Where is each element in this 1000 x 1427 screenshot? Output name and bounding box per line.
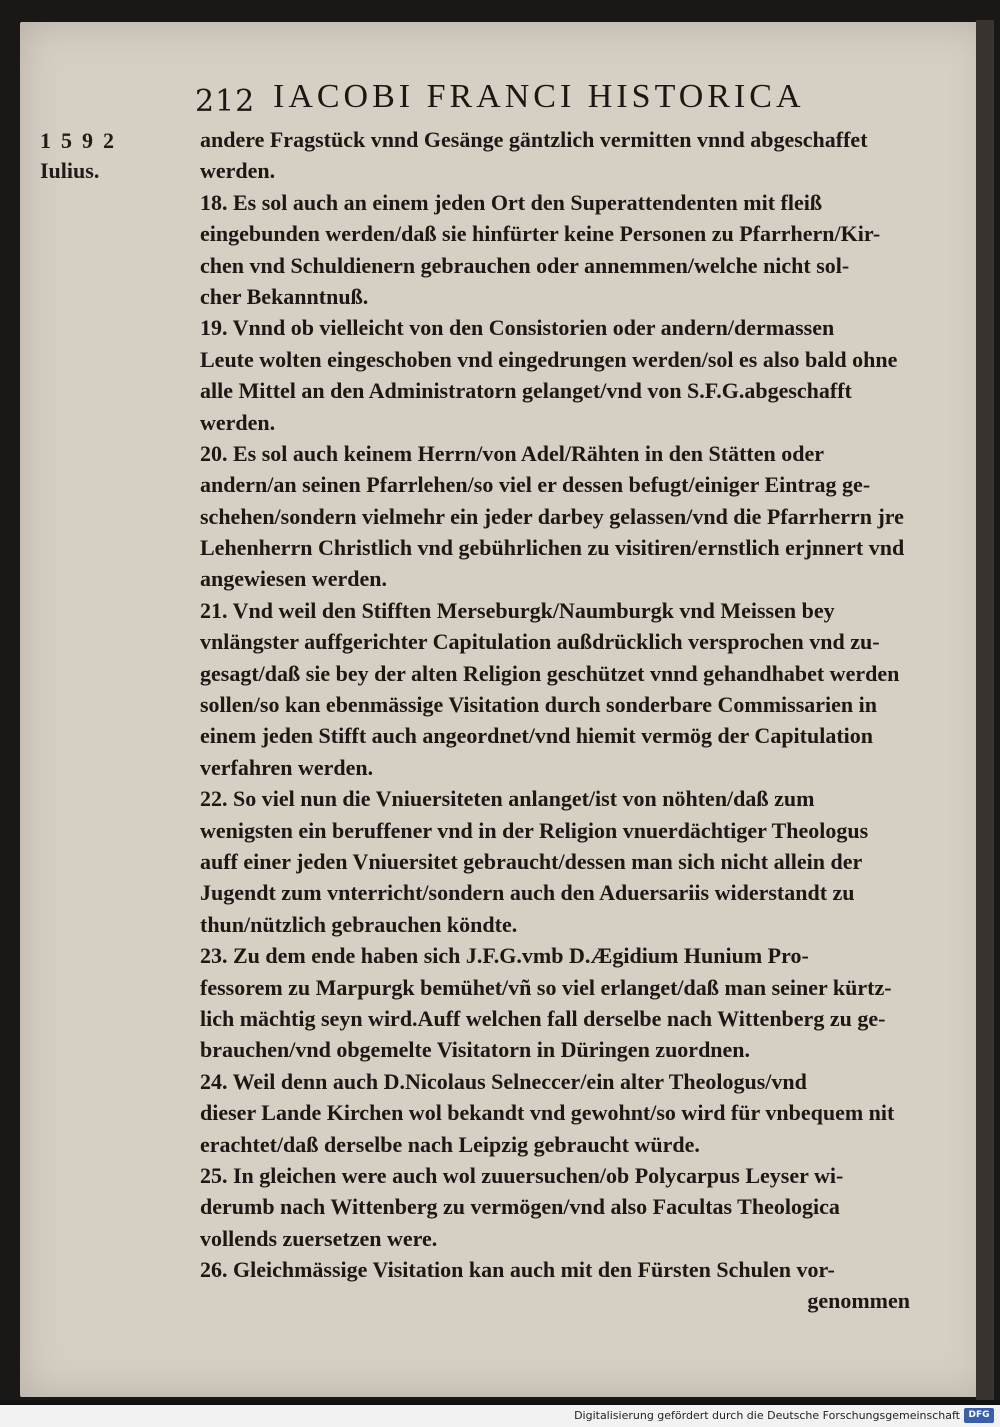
text-line: cher Bekanntnuß.	[200, 283, 369, 309]
text-line: einem jeden Stifft auch angeordnet/vnd hiemit vermög der Capitulation	[200, 723, 874, 749]
text-line: dieser Lande Kirchen wol bekandt vnd gewohnt/so wird für vnbequem nit	[200, 1100, 895, 1126]
text-line: chen vnd Schuldienern gebrauchen oder annemmen/welche nicht sol-	[200, 252, 850, 278]
text-line: 20. Es sol auch keinem Herrn/von Adel/Rähten in den Stätten oder	[200, 440, 824, 466]
text-line: verfahren werden.	[200, 754, 374, 780]
text-line: sollen/so kan ebenmässige Visitation durch sonderbare Commissarien in	[200, 692, 877, 718]
text-line: 24. Weil denn auch D.Nicolaus Selneccer/ein alter Theologus/vnd	[200, 1068, 807, 1094]
text-line: Lehenherrn Christlich vnd gebührlichen zu visitiren/ernstlich erjnnert vnd	[200, 535, 905, 561]
text-line: thun/nützlich gebrauchen köndte.	[200, 911, 518, 937]
margin-note	[40, 126, 170, 186]
text-line: andern/an seinen Pfarrlehen/so viel er dessen befugt/einiger Eintrag ge-	[200, 472, 871, 498]
text-line: werden.	[200, 409, 276, 435]
body-text	[200, 124, 920, 1317]
margin-month: Iulius.	[40, 158, 100, 183]
text-line: erachtet/daß derselbe nach Leipzig gebraucht würde.	[200, 1131, 700, 1157]
text-line: lich mächtig seyn wird.Auff welchen fall derselbe nach Wittenberg zu ge-	[200, 1005, 886, 1031]
text-line: 21. Vnd weil den Stifften Merseburgk/Naumburgk vnd Meissen bey	[200, 597, 835, 623]
text-line: alle Mittel an den Administratorn gelanget/vnd von S.F.G.abgeschafft	[200, 378, 852, 404]
text-line: 22. So viel nun die Vniuersiteten anlanget/ist von nöhten/daß zum	[200, 786, 815, 812]
text-line: Jugendt zum vnterricht/sondern auch den Aduersariis widerstandt zu	[200, 880, 855, 906]
text-line: vollends zuersetzen were.	[200, 1225, 438, 1251]
text-line: 19. Vnnd ob vielleicht von den Consistorien oder andern/dermassen	[200, 315, 835, 341]
text-line: 18. Es sol auch an einem jeden Ort den Superattendenten mit fleiß	[200, 189, 823, 215]
text-line: andere Fragstück vnnd Gesänge gäntzlich vermitten vnnd abgeschaffet	[200, 127, 868, 152]
text-line: auff einer jeden Vniuersitet gebraucht/dessen man sich nicht allein der	[200, 848, 863, 874]
text-line: 26. Gleichmässige Visitation kan auch mit den Fürsten Schulen vor-	[200, 1257, 835, 1283]
footer-credit: Digitalisierung gefördert durch die Deutsche Forschungsgemeinschaft	[574, 1409, 960, 1422]
text-line: gesagt/daß sie bey der alten Religion geschützet vnnd gehandhabet werden	[200, 660, 900, 686]
text-line: derumb nach Wittenberg zu vermögen/vnd also Facultas Theologica	[200, 1194, 840, 1220]
dfg-logo-icon: DFG	[964, 1408, 994, 1423]
text-line: Leute wolten eingeschoben vnd eingedrungen werden/sol es also bald ohne	[200, 346, 898, 372]
margin-year: 1592	[40, 128, 124, 153]
catchword: genommen	[807, 1288, 910, 1314]
text-line: 25. In gleichen were auch wol zuuersuchen/ob Polycarpus Leyser wi-	[200, 1162, 844, 1188]
text-line: angewiesen werden.	[200, 566, 387, 592]
footer-bar	[0, 1405, 1000, 1427]
text-line: eingebunden werden/daß sie hinfürter keine Personen zu Pfarrhern/Kir-	[200, 221, 881, 247]
text-line: wenigsten ein beruffener vnd in der Religion vnuerdächtiger Theologus	[200, 817, 869, 843]
page-title: IACOBI FRANCI HISTORICA	[273, 78, 805, 115]
text-line: fessorem zu Marpurgk bemühet/vñ so viel erlanget/daß man seiner kürtz-	[200, 974, 892, 1000]
text-line: 23. Zu dem ende haben sich J.F.G.vmb D.Ægidium Hunium Pro-	[200, 943, 809, 969]
page-gutter	[976, 20, 994, 1400]
text-line: schehen/sondern vielmehr ein jeder darbey gelassen/vnd die Pfarrherrn jre	[200, 503, 904, 529]
text-line: brauchen/vnd obgemelte Visitatorn in Düringen zuordnen.	[200, 1037, 751, 1063]
text-line: vnlängster auffgerichter Capitulation außdrücklich versprochen vnd zu-	[200, 629, 880, 655]
page-number: 212	[195, 84, 256, 119]
running-head	[195, 78, 855, 118]
text-line: werden.	[200, 158, 276, 184]
